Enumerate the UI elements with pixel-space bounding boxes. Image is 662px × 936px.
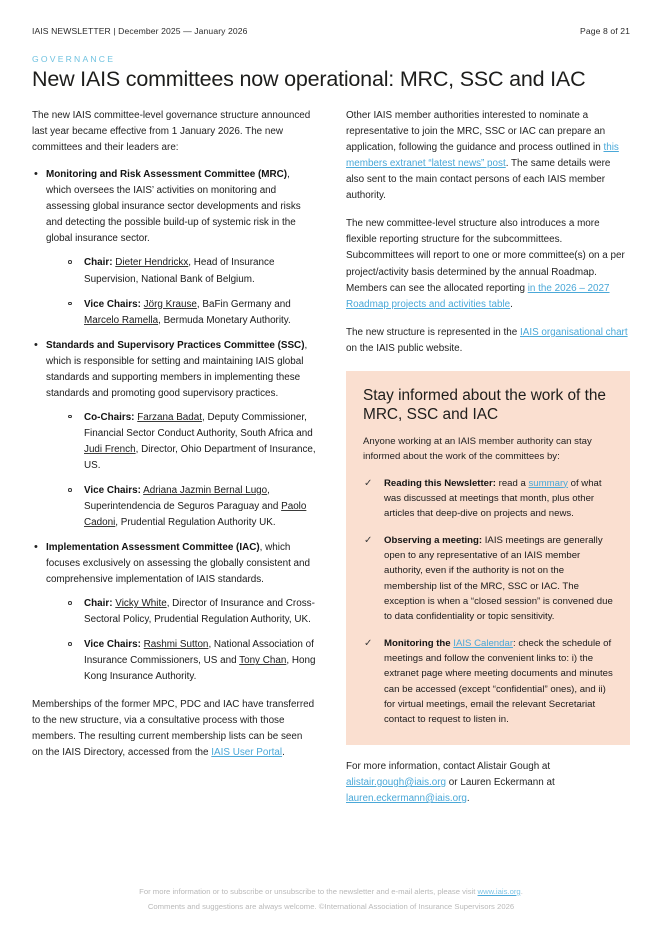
check-icon: ✓	[364, 534, 373, 546]
callout-intro: Anyone working at an IAIS member authority can stay informed about the work of the committees by:	[363, 435, 592, 463]
callout-check-list	[363, 476, 613, 728]
callout-title: Stay informed about the work of the MRC, SSC and IAC	[363, 386, 606, 423]
person-name: Marcelo Ramella	[84, 314, 159, 326]
role-label: Chair:	[84, 598, 113, 610]
nomination-text-after: . The same details were also sent to the main contact persons of each IAIS member authority.	[346, 158, 611, 202]
list-item	[363, 476, 613, 522]
footer-text-after: .	[520, 886, 523, 896]
check-item-text-before: read a	[495, 477, 529, 489]
iais-organisational-chart-link[interactable]: IAIS organisational chart	[520, 326, 628, 338]
person-name: Jörg Krause	[143, 298, 197, 310]
list-item	[64, 255, 316, 287]
role-label: Vice Chairs:	[84, 298, 141, 310]
committee-name: Monitoring and Risk Assessment Committee (MRC)	[46, 169, 288, 181]
members-extranet-latest-news-link[interactable]: this members extranet “latest news” post	[346, 142, 619, 170]
iais-user-portal-link[interactable]: IAIS User Portal	[211, 746, 283, 758]
list-item	[32, 540, 316, 685]
contact-text-before: For more information, contact Alistair Gough at	[346, 760, 551, 772]
person-detail: , Bermuda Monetary Authority.	[158, 314, 291, 326]
contact-text-middle: or Lauren Eckermann at	[446, 776, 555, 788]
list-item	[64, 596, 316, 628]
committee-description: , which is responsible for setting and maintaining IAIS global standards and supporting members in implementing these standards and promoting good supervisory practices.	[46, 339, 308, 399]
closing-paragraph	[32, 697, 316, 761]
role-label: Chair:	[84, 257, 113, 269]
nomination-text-before: Other IAIS member authorities interested to nominate a representative to join the MRC, SSC or IAC can prepare an application, following the guidance and process outlined in	[346, 110, 606, 154]
role-list	[46, 255, 316, 328]
person-name: Paolo Cadoni	[84, 501, 307, 529]
closing-text-before: Memberships of the former MPC, PDC and IAC have transferred to the new structure, via a consultative process with those members. The resulting current membership lists can be seen on the IAIS Directory, accessed from the	[32, 698, 315, 758]
person-name: Judi French	[84, 443, 136, 455]
reporting-structure-paragraph	[346, 216, 630, 312]
summary-link[interactable]: summary	[528, 477, 568, 489]
list-item	[32, 338, 316, 532]
two-column-body	[32, 108, 630, 819]
role-label: Co-Chairs:	[84, 411, 135, 423]
contact-text-after: .	[466, 792, 470, 804]
list-item	[363, 636, 613, 728]
closing-text-after: .	[282, 746, 285, 758]
page-title: New IAIS committees now operational: MRC, SSC and IAC	[32, 67, 586, 91]
list-item	[363, 533, 613, 625]
check-item-text-before: IAIS meetings are generally open to any representative of an IAIS member authority, even if the authority is not on the membership list of the MRC, SSC or IAC. The exception is when a “closed session” is convened due to data confidentiality or topic sensitivity.	[384, 534, 613, 623]
roadmap-projects-table-link[interactable]: in the 2026 – 2027 Roadmap projects and activities table	[346, 282, 610, 310]
footer-text-before: For more information or to subscribe or unsubscribe to the newsletter and e-mail alerts, please visit	[139, 886, 478, 896]
reporting-text-before: The new committee-level structure also introduces a more flexible reporting structure for the subcommittees. Subcommittees will report to one or more committee(s) on a per project/activity basis determined by the annual Roadmap. Members can see the allocated reporting	[346, 218, 625, 294]
list-item	[64, 410, 316, 474]
stay-informed-callout	[346, 371, 630, 745]
committee-name: Implementation Assessment Committee (IAC)	[46, 542, 260, 554]
person-detail: , Head of Insurance Supervision, National Bank of Belgium.	[84, 257, 275, 285]
list-item	[64, 637, 316, 685]
reporting-text-after: .	[510, 298, 513, 310]
org-chart-paragraph	[346, 325, 630, 357]
person-detail: , National Association of Insurance Commissioners, US and	[84, 639, 314, 667]
iais-calendar-link[interactable]: IAIS Calendar	[453, 637, 514, 649]
person-name: Adriana Jazmin Bernal Lugo	[143, 485, 268, 497]
org-chart-text-after: on the IAIS public website.	[346, 342, 463, 354]
role-label: Vice Chairs:	[84, 639, 141, 651]
person-detail: , Deputy Commissioner, Financial Sector Conduct Authority, South Africa and	[84, 411, 313, 439]
person-name: Vicky White	[115, 598, 167, 610]
committee-list	[32, 167, 316, 685]
list-item	[64, 483, 316, 531]
role-list	[46, 596, 316, 685]
check-icon: ✓	[364, 637, 373, 649]
intro-paragraph: The new IAIS committee-level governance structure announced last year became effective from 1 January 2026. The new committees and their leaders are:	[32, 110, 311, 154]
running-header	[32, 0, 630, 36]
right-column	[346, 108, 630, 819]
org-chart-text-before: The new structure is represented in the	[346, 326, 520, 338]
check-item-heading: Observing a meeting:	[384, 534, 483, 546]
footer-line-subscribe	[0, 884, 662, 899]
person-detail: , BaFin Germany and	[196, 298, 291, 310]
iais-website-link[interactable]: www.iais.org	[477, 886, 521, 896]
footer-line-copyright: Comments and suggestions are always welcome. ©International Association of Insurance Supervisors 2026	[147, 901, 515, 911]
person-name: Tony Chan	[239, 655, 287, 667]
page-footer	[0, 884, 662, 914]
check-item-heading: Reading this Newsletter:	[384, 477, 496, 489]
list-item	[64, 297, 316, 329]
check-icon: ✓	[364, 477, 373, 489]
newsletter-title: IAIS NEWSLETTER | December 2025 — January 2026	[32, 26, 248, 36]
committee-description: , which oversees the IAIS’ activities on monitoring and assessing global insurance sector developments and risks and detecting the possible build-up of systemic risk in the global insurance sector.	[46, 169, 301, 245]
section-kicker: GOVERNANCE	[32, 54, 116, 64]
list-item	[32, 167, 316, 328]
person-name: Dieter Hendrickx	[115, 257, 189, 269]
left-column	[32, 108, 316, 819]
page-number: Page 8 of 21	[580, 26, 630, 36]
person-detail: , Superintendencia de Seguros Paraguay and	[84, 485, 282, 513]
check-item-heading: Monitoring the	[384, 637, 454, 649]
lauren-eckermann-email-link[interactable]: lauren.eckermann@iais.org	[346, 792, 467, 804]
role-list	[46, 410, 316, 531]
person-detail: , Prudential Regulation Authority UK.	[115, 517, 276, 529]
person-detail: , Director, Ohio Department of Insurance, US.	[84, 443, 316, 471]
person-name: Rashmi Sutton	[143, 639, 209, 651]
role-label: Vice Chairs:	[84, 485, 141, 497]
contact-paragraph	[346, 759, 630, 807]
committee-name: Standards and Supervisory Practices Committee (SSC)	[46, 339, 305, 351]
person-detail: , Director of Insurance and Cross-Sectoral Policy, Prudential Regulation Authority, UK.	[84, 598, 315, 626]
person-name: Farzana Badat	[137, 411, 203, 423]
alistair-gough-email-link[interactable]: alistair.gough@iais.org	[346, 776, 447, 788]
committee-description: , which focuses exclusively on assessing the globally consistent and comprehensive implementation of IAIS standards.	[46, 542, 311, 586]
check-item-text-after: of what was discussed at meetings that month, plus other articles that deep-dive on projects and news.	[384, 477, 602, 520]
person-detail: , Hong Kong Insurance Authority.	[84, 655, 316, 683]
check-item-text-after: : check the schedule of meetings and follow the convenient links to: i) the extranet page where meeting documents and minutes can be accessed (except “confidential” ones), and ii) for virtual meetings, email the relevant Secretariat contact to request to listen in.	[384, 637, 613, 726]
nomination-paragraph	[346, 108, 630, 204]
